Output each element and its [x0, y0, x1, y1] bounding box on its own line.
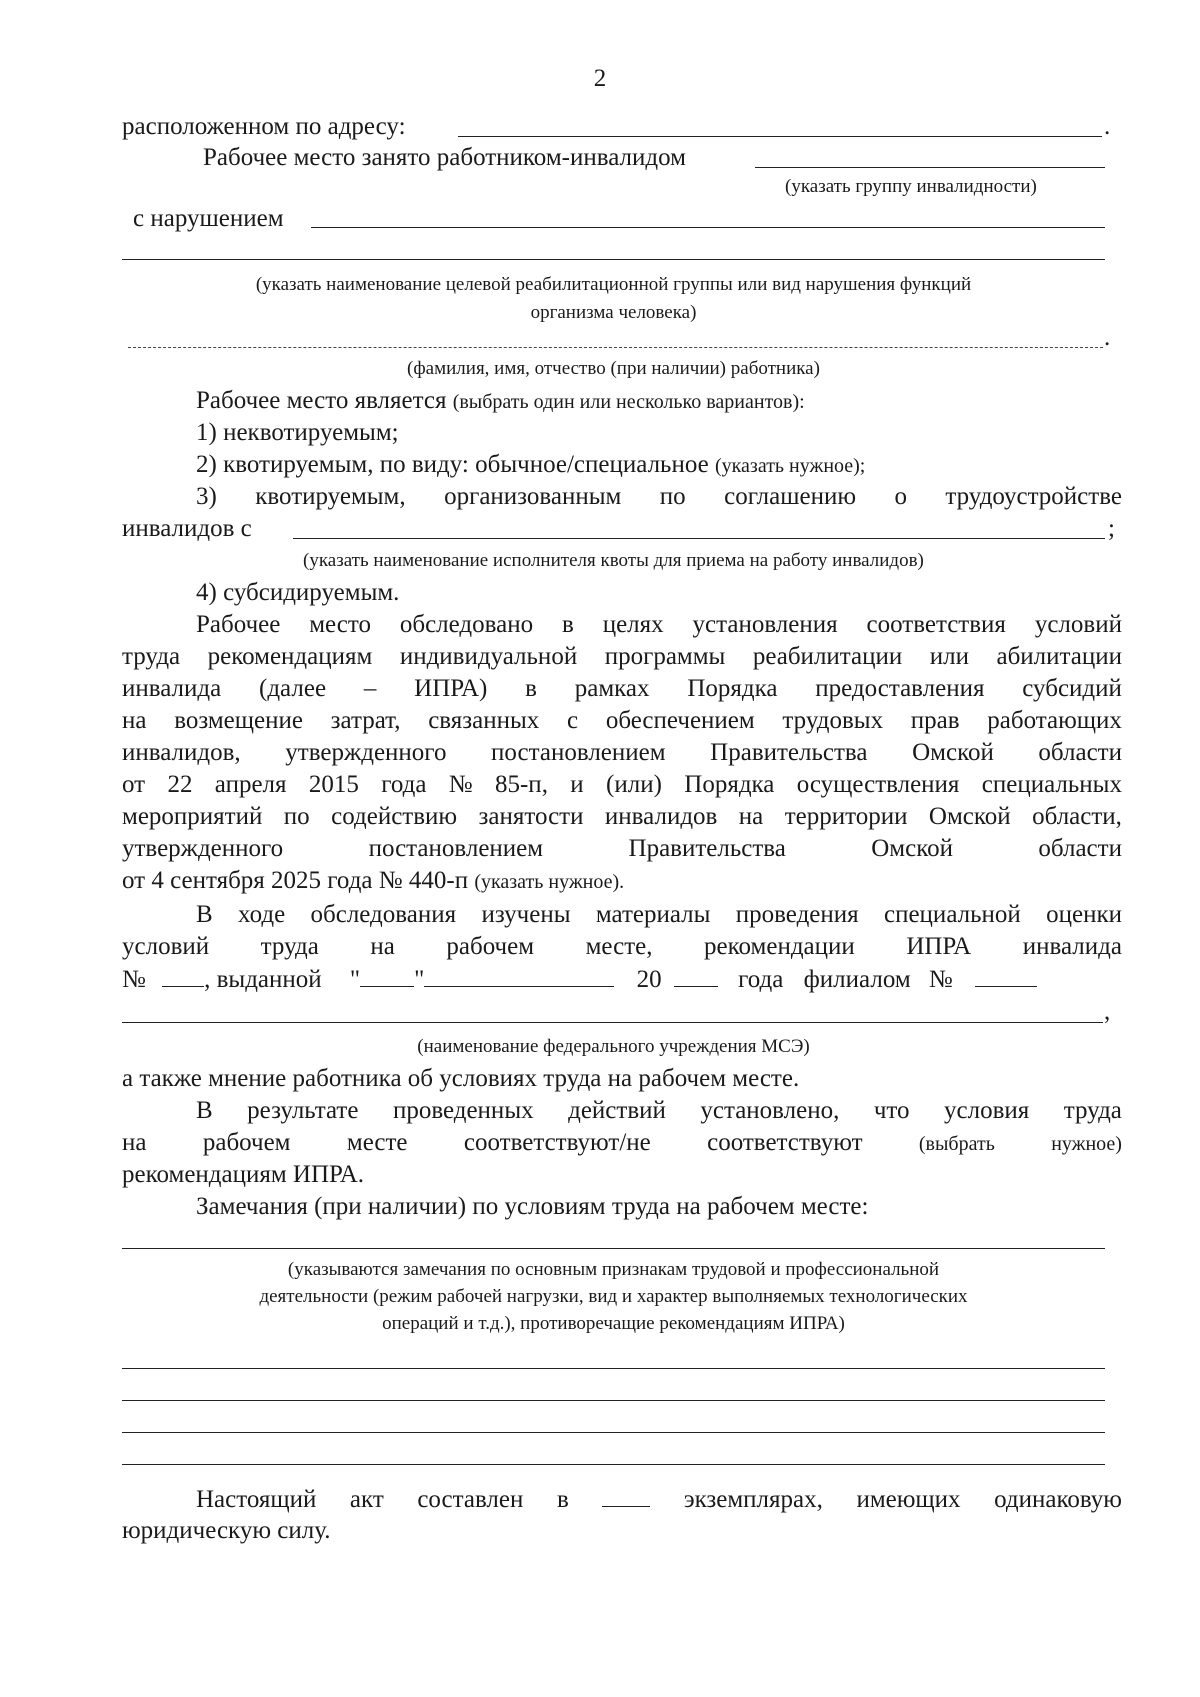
final-word: одинаковую: [994, 1486, 1122, 1513]
branch-number-blank: [975, 964, 1037, 987]
para1-word: ИПРА): [414, 675, 488, 702]
option-1: 1) неквотируемым;: [196, 419, 399, 446]
para2-word: рабочем: [446, 933, 535, 960]
option-3-line1: [196, 482, 1122, 512]
para1-word: инвалида: [122, 675, 222, 702]
result-word: соответствуют: [707, 1129, 863, 1156]
option-3-word: о: [894, 483, 907, 510]
quote-open: ": [349, 966, 361, 993]
para1-word: содействию: [331, 803, 458, 830]
para1-word: Порядка: [684, 771, 775, 798]
para1-word: Омской: [928, 803, 1011, 830]
para1-word: индивидуальной: [399, 643, 578, 670]
result-line1: [196, 1096, 1122, 1126]
para1-word: апреля: [214, 771, 287, 798]
para1-word: от: [122, 771, 146, 798]
para1-word: постановлением: [368, 835, 544, 862]
worker-disabled-label: Рабочее место занято работником-инвалидом: [203, 144, 686, 171]
para1-word: Рабочее: [196, 611, 281, 638]
para1-word: затрат,: [330, 707, 401, 734]
final-word: акт: [349, 1486, 384, 1513]
para1-word: мероприятий: [122, 803, 263, 830]
para1-word: области,: [1032, 803, 1122, 830]
para1-word: условий: [1034, 611, 1122, 638]
para1-line: [122, 834, 1122, 864]
final-word: экземплярах,: [683, 1486, 823, 1513]
para1-word: –: [363, 675, 377, 702]
para1-word: постановлением: [491, 739, 666, 766]
para1-word: (далее: [259, 675, 327, 702]
violation-blank-line: [311, 227, 1105, 228]
opinion-line: а также мнение работника об условиях труда на рабочем месте.: [122, 1065, 800, 1092]
para1-line: [122, 642, 1122, 672]
para1-word: с: [567, 707, 579, 734]
final-word: Настоящий: [196, 1486, 317, 1513]
result-word: рабочем: [202, 1129, 291, 1156]
para1-word: обследовано: [399, 611, 534, 638]
para2-word: ИПРА: [906, 933, 972, 960]
result-line3: рекомендациям ИПРА.: [122, 1161, 365, 1188]
para2-word: на: [370, 933, 395, 960]
violation-blank-line-2: [122, 259, 1105, 260]
para1-last-line: [122, 866, 624, 897]
para1-word: в: [561, 611, 574, 638]
address-end-dot: .: [1104, 113, 1111, 140]
address-blank-line: [458, 136, 1102, 137]
para1-word: области: [1038, 739, 1122, 766]
option-3-word: по: [659, 483, 686, 510]
para1-word: утвержденного: [285, 739, 447, 766]
para1-word: рекомендациям: [207, 643, 373, 670]
hint-mse: (наименование федерального учреждения МСЭ): [417, 1036, 810, 1057]
para2-word: специальной: [883, 901, 1021, 928]
option-3-word: 3): [196, 483, 217, 510]
ipra-number-blank: [162, 964, 204, 987]
final-line1: [196, 1484, 1122, 1515]
para1-word: трудовых: [782, 707, 884, 734]
option-3-end-semicolon: ;: [1108, 515, 1115, 542]
para1-word: осуществления: [796, 771, 960, 798]
remarks-blank-line: [122, 1368, 1105, 1369]
mse-blank-line: [122, 1022, 1103, 1023]
para2-word: обследования: [310, 901, 457, 928]
workplace-is-hint: (выбрать один или несколько вариантов):: [452, 391, 805, 413]
result-word: условия: [944, 1097, 1030, 1124]
para1-line: [196, 610, 1122, 640]
fio-blank-line: [128, 347, 1103, 348]
hint-fio: (фамилия, имя, отчество (при наличии) работника): [407, 358, 820, 379]
page-number: 2: [593, 65, 607, 92]
final-line2: юридическую силу.: [122, 1517, 331, 1544]
para1-word: №: [448, 771, 473, 798]
para1-word: связанных: [428, 707, 540, 734]
issued-label: , выданной: [204, 966, 322, 993]
para1-word: по: [283, 803, 310, 830]
para2-word: ходе: [238, 901, 286, 928]
month-blank: [424, 964, 614, 987]
para1-line: [122, 802, 1122, 832]
result-word: результате: [247, 1097, 359, 1124]
final-word: составлен: [417, 1486, 524, 1513]
para1-word: субсидий: [1022, 675, 1122, 702]
para1-word: 2015: [308, 771, 359, 798]
address-label: расположенном по адресу:: [122, 113, 406, 140]
para1-word: установления: [692, 611, 838, 638]
workplace-is-line: [196, 386, 805, 417]
para1-word: инвалидов,: [122, 739, 241, 766]
para2-word: оценки: [1046, 901, 1122, 928]
remarks-label: Замечания (при наличии) по условиям труда на рабочем месте:: [196, 1193, 869, 1220]
para1-word: Правительства: [710, 739, 868, 766]
day-blank: [360, 964, 414, 987]
option-2-text: 2) квотируемым, по виду: обычное/специальное: [196, 451, 709, 478]
hint-remarks-line2: деятельности (режим рабочей нагрузки, вид и характер выполняемых технологических: [259, 1286, 968, 1307]
remarks-blank-line: [122, 1464, 1105, 1465]
workplace-is-label: Рабочее место является: [196, 387, 447, 414]
para2-word: труда: [260, 933, 319, 960]
para1-line: [122, 706, 1122, 736]
para1-word: 85-п,: [494, 771, 548, 798]
result-word: установлено,: [700, 1097, 840, 1124]
para2-word: месте,: [585, 933, 653, 960]
hint-remarks-line1: (указываются замечания по основным признакам трудовой и профессиональной: [287, 1259, 940, 1280]
para1-word: место: [309, 611, 371, 638]
hint-disability-group: (указать группу инвалидности): [785, 176, 1037, 197]
quota-blank-line: [293, 538, 1105, 539]
final-word: имеющих: [856, 1486, 961, 1513]
year-word: года: [738, 966, 784, 993]
para1-word: рамках: [574, 675, 650, 702]
para1-word: занятости: [478, 803, 584, 830]
para1-word: инвалидов: [604, 803, 718, 830]
para1-line: [122, 738, 1122, 768]
option-3-word: соглашению: [724, 483, 857, 510]
para1-word: специальных: [981, 771, 1122, 798]
para1-word: 22: [167, 771, 193, 798]
hint-quota: (указать наименование исполнителя квоты для приема на работу инвалидов): [303, 550, 924, 571]
result-word: месте: [346, 1129, 408, 1156]
para2-word: материалы: [595, 901, 711, 928]
remarks-blank-line: [122, 1248, 1105, 1249]
para2-line1: [196, 900, 1122, 930]
para1-word: или: [929, 643, 969, 670]
result-word: труда: [1063, 1097, 1122, 1124]
quote-close: ": [414, 966, 425, 993]
branch-number-label: №: [928, 966, 953, 993]
para2-word: В: [196, 901, 213, 928]
para1-word: Омской: [912, 739, 994, 766]
result-word: действий: [568, 1097, 666, 1124]
para2-word: рекомендации: [704, 933, 855, 960]
option-2-hint: (указать нужное);: [714, 455, 866, 477]
para1-word: (или): [606, 771, 662, 798]
para1-word: на: [122, 707, 147, 734]
option-3-line2: инвалидов с: [122, 515, 252, 542]
hint-remarks-line3: операций и т.д.), противоречащие рекомендациям ИПРА): [382, 1313, 845, 1334]
para1-word: прав: [910, 707, 960, 734]
para1-word: возмещение: [174, 707, 303, 734]
para2-word: условий: [122, 933, 210, 960]
para1-word: года: [381, 771, 427, 798]
para1-word: Порядка: [687, 675, 778, 702]
group-blank-line: [755, 167, 1105, 168]
result-word: что: [873, 1097, 910, 1124]
hint-rehab-line1: (указать наименование целевой реабилитационной группы или вид нарушения функций: [255, 274, 972, 295]
para1-word: абилитации: [996, 643, 1122, 670]
para1-line: [122, 770, 1122, 800]
result-word: В: [196, 1097, 213, 1124]
para1-word: на: [738, 803, 764, 830]
para1-word: работающих: [987, 707, 1122, 734]
para1-last-text: от 4 сентября 2025 года № 440-п: [122, 867, 469, 894]
para1-word: Правительства: [628, 835, 786, 862]
ipra-number-label: №: [122, 966, 146, 993]
copies-count-blank: [602, 1484, 650, 1507]
final-word: в: [556, 1486, 569, 1513]
result-word: проведенных: [392, 1097, 534, 1124]
para1-word: Омской: [871, 835, 953, 862]
branch-label: филиалом: [803, 966, 911, 993]
para2-word: изучены: [481, 901, 571, 928]
para1-line: [122, 674, 1122, 704]
result-line2: [122, 1128, 1122, 1159]
option-2-line: [196, 450, 865, 481]
option-3-word: организованным: [444, 483, 622, 510]
violation-label: с нарушением: [133, 205, 284, 232]
para1-word: труда: [122, 643, 181, 670]
hint-rehab-line2: организма человека): [530, 302, 697, 323]
year-blank: [674, 964, 718, 987]
result-hint-word: нужное): [1051, 1133, 1122, 1155]
para1-word: обеспечением: [605, 707, 755, 734]
option-4: 4) субсидируемым.: [196, 579, 400, 606]
para2-line3: [122, 964, 1037, 995]
year-prefix: 20: [636, 966, 662, 993]
para2-word: инвалида: [1022, 933, 1122, 960]
para1-word: целях: [602, 611, 664, 638]
para2-word: проведения: [735, 901, 859, 928]
para1-word: и: [570, 771, 584, 798]
remarks-blank-line: [122, 1400, 1105, 1401]
result-word: соответствуют/не: [463, 1129, 651, 1156]
remarks-blank-line: [122, 1432, 1105, 1433]
para1-last-hint: (указать нужное).: [474, 871, 625, 893]
mse-end-comma: ,: [1104, 998, 1111, 1025]
option-3-word: трудоустройстве: [945, 483, 1122, 510]
option-3-word: квотируемым,: [255, 483, 406, 510]
result-word: на: [122, 1129, 147, 1156]
para1-word: предоставления: [815, 675, 985, 702]
para1-word: в: [525, 675, 537, 702]
result-hint-word: (выбрать: [918, 1133, 995, 1155]
fio-end-dot: .: [1104, 324, 1111, 351]
para1-word: программы: [604, 643, 726, 670]
para1-word: утвержденного: [122, 835, 284, 862]
para2-line2: [122, 932, 1122, 962]
para1-word: территории: [784, 803, 908, 830]
para1-word: соответствия: [866, 611, 1006, 638]
para1-word: реабилитации: [752, 643, 903, 670]
para1-word: области: [1038, 835, 1122, 862]
